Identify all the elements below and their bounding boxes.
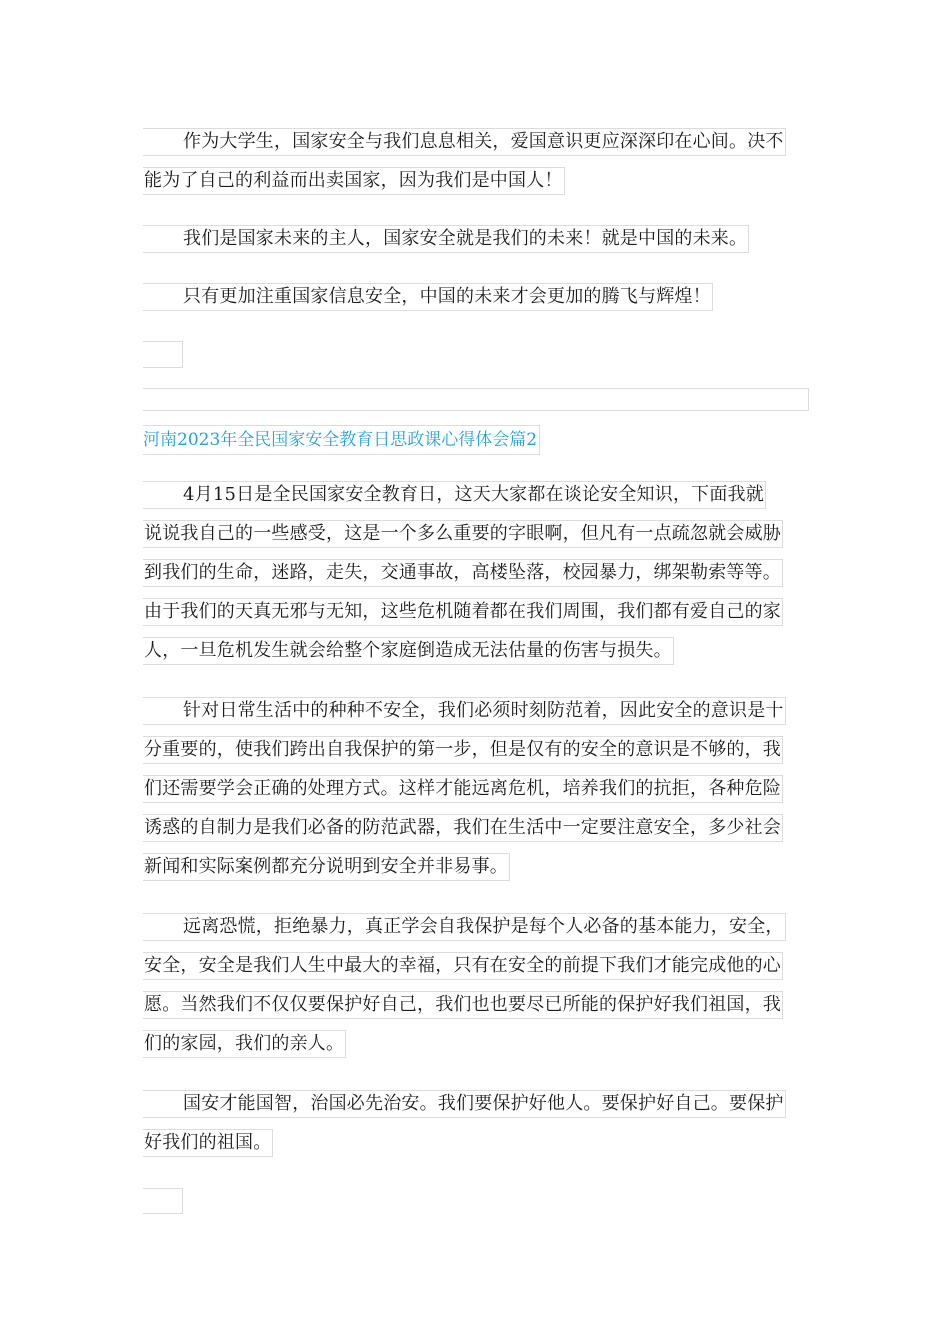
paragraph [143, 692, 808, 887]
line-text: 只有更加注重国家信息安全，中国的未来才会更加的腾飞与辉煌！ [143, 283, 713, 311]
text-line [143, 731, 808, 770]
line-text: 们还需要学会正确的处理方式。这样才能远离危机，培养我们的抗拒，各种危险 [143, 775, 783, 803]
line-text: 诱惑的自制力是我们必备的防范武器，我们在生活中一定要注意安全，多少社会 [143, 814, 783, 842]
line-text: 能为了自己的利益而出卖国家，因为我们是中国人！ [143, 167, 565, 195]
line-text: 4月15日是全民国家安全教育日，这天大家都在谈论安全知识，下面我就 [143, 481, 766, 509]
line-text: 国安才能国智，治国必先治安。我们要保护好他人。要保护好自己。要保护 [143, 1090, 786, 1118]
line-text: 们的家园，我们的亲人。 [143, 1030, 346, 1058]
text-line [143, 123, 808, 162]
line-text: 针对日常生活中的种种不安全，我们必须时刻防范着，因此安全的意识是十 [143, 697, 786, 725]
text-line [143, 770, 808, 809]
paragraph [143, 908, 808, 1064]
line-text: 到我们的生命，迷路，走失，交通事故，高楼坠落，校园暴力，绑架勒索等等。 [143, 559, 783, 587]
paragraph [143, 476, 808, 671]
line-text: 安全，安全是我们人生中最大的幸福，只有在安全的前提下我们才能完成他的心 [143, 952, 783, 980]
text-line [143, 554, 808, 593]
text-line [143, 809, 808, 848]
text-line [143, 692, 808, 731]
text-line [143, 1025, 808, 1064]
text-line [143, 162, 808, 201]
line-text: 分重要的，使我们跨出自我保护的第一步，但是仅有的安全的意识是不够的，我 [143, 736, 783, 764]
text-line [143, 632, 808, 671]
empty-line-box [143, 388, 809, 411]
text-line [143, 476, 808, 515]
line-text: 由于我们的天真无邪与无知，这些危机随着都在我们周围，我们都有爱自己的家 [143, 598, 783, 626]
empty-paragraph-box [143, 1188, 183, 1214]
line-text: 我们是国家未来的主人，国家安全就是我们的未来！就是中国的未来。 [143, 225, 749, 253]
line-text: 说说我自己的一些感受，这是一个多么重要的字眼啊，但凡有一点疏忽就会威胁 [143, 520, 783, 548]
text-line [143, 593, 808, 632]
text-line [143, 908, 808, 947]
text-line [143, 986, 808, 1025]
text-line [143, 278, 808, 317]
text-line [143, 947, 808, 986]
text-line [143, 1124, 808, 1163]
text-line [143, 220, 808, 259]
text-line [143, 1085, 808, 1124]
section-heading: 河南2023年全民国家安全教育日思政课心得体会篇2 [143, 425, 540, 455]
text-line [143, 848, 808, 887]
paragraph [143, 123, 808, 201]
line-text: 远离恐慌，拒绝暴力，真正学会自我保护是每个人必备的基本能力，安全， [143, 913, 786, 941]
line-text: 作为大学生，国家安全与我们息息相关，爱国意识更应深深印在心间。决不 [143, 128, 786, 156]
line-text: 新闻和实际案例都充分说明到安全并非易事。 [143, 853, 510, 881]
text-line [143, 515, 808, 554]
paragraph [143, 220, 808, 259]
line-text: 好我们的祖国。 [143, 1129, 273, 1157]
paragraph [143, 278, 808, 317]
line-text: 愿。当然我们不仅仅要保护好自己，我们也也要尽已所能的保护好我们祖国，我 [143, 991, 783, 1019]
empty-paragraph-box [143, 341, 183, 368]
paragraph [143, 1085, 808, 1163]
line-text: 人，一旦危机发生就会给整个家庭倒造成无法估量的伤害与损失。 [143, 637, 674, 665]
